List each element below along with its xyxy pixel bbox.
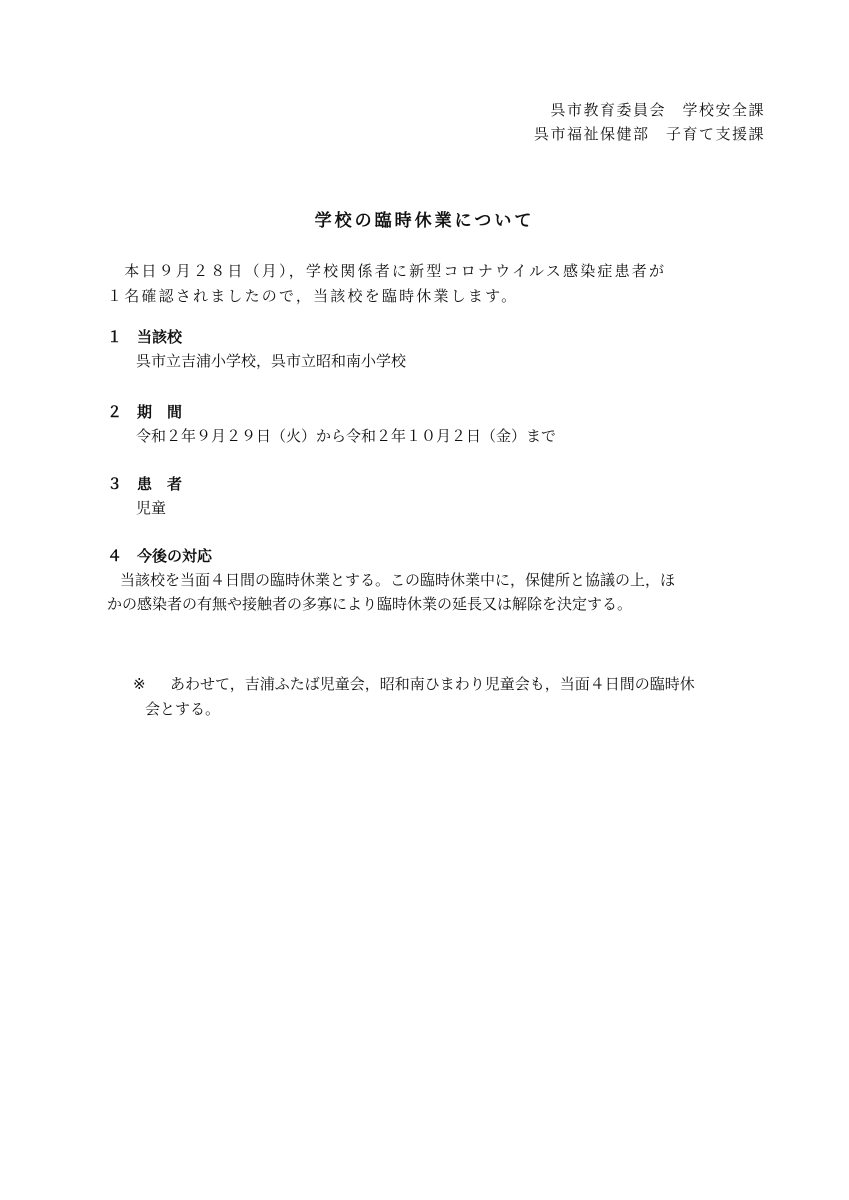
section-period — [107, 400, 787, 448]
section-body-line: 当該校を当面４日間の臨時休業とする。この臨時休業中に，保健所と協議の上，ほ — [120, 571, 676, 589]
intro-line: 本日９月２８日（月），学校関係者に新型コロナウイルス感染症患者が — [107, 262, 667, 280]
section-body — [107, 568, 787, 616]
document-title: 学校の臨時休業について — [314, 211, 535, 231]
note-line: あわせて，吉浦ふたば児童会，昭和南ひまわり児童会も，当面４日間の臨時休 — [170, 675, 695, 693]
section-title: 当該校 — [137, 328, 183, 346]
intro-paragraph — [107, 259, 777, 309]
section-body: 児童 — [136, 499, 167, 517]
section-body: 令和２年９月２９日（火）から令和２年１０月２日（金）まで — [136, 427, 557, 445]
section-heading — [107, 400, 787, 424]
section-school — [107, 325, 787, 373]
section-number: １ — [107, 328, 123, 346]
note-mark: ※ — [133, 675, 146, 693]
section-heading — [107, 325, 787, 349]
section-title: 患 者 — [137, 475, 183, 493]
issuer-line-welfare-dept: 呉市福祉保健部 子育て支援課 — [533, 125, 765, 143]
section-title: 今後の対応 — [137, 547, 213, 565]
section-body-line: かの感染者の有無や接触者の多寡により臨時休業の延長又は解除を決定する。 — [107, 595, 633, 613]
issuer-block — [534, 98, 765, 146]
section-patient — [107, 472, 787, 520]
note-block — [133, 672, 783, 722]
section-body: 呉市立吉浦小学校，呉市立昭和南小学校 — [136, 352, 407, 370]
section-future-response — [107, 544, 787, 616]
section-number: ３ — [107, 475, 123, 493]
section-heading — [107, 472, 787, 496]
section-heading — [107, 544, 787, 568]
issuer-line-education-board: 呉市教育委員会 学校安全課 — [550, 101, 765, 119]
note-line: 会とする。 — [145, 700, 221, 718]
intro-line: １名確認されましたので，当該校を臨時休業します。 — [107, 287, 519, 305]
section-number: ４ — [107, 547, 123, 565]
section-number: ２ — [107, 403, 123, 421]
section-title: 期 間 — [137, 403, 183, 421]
